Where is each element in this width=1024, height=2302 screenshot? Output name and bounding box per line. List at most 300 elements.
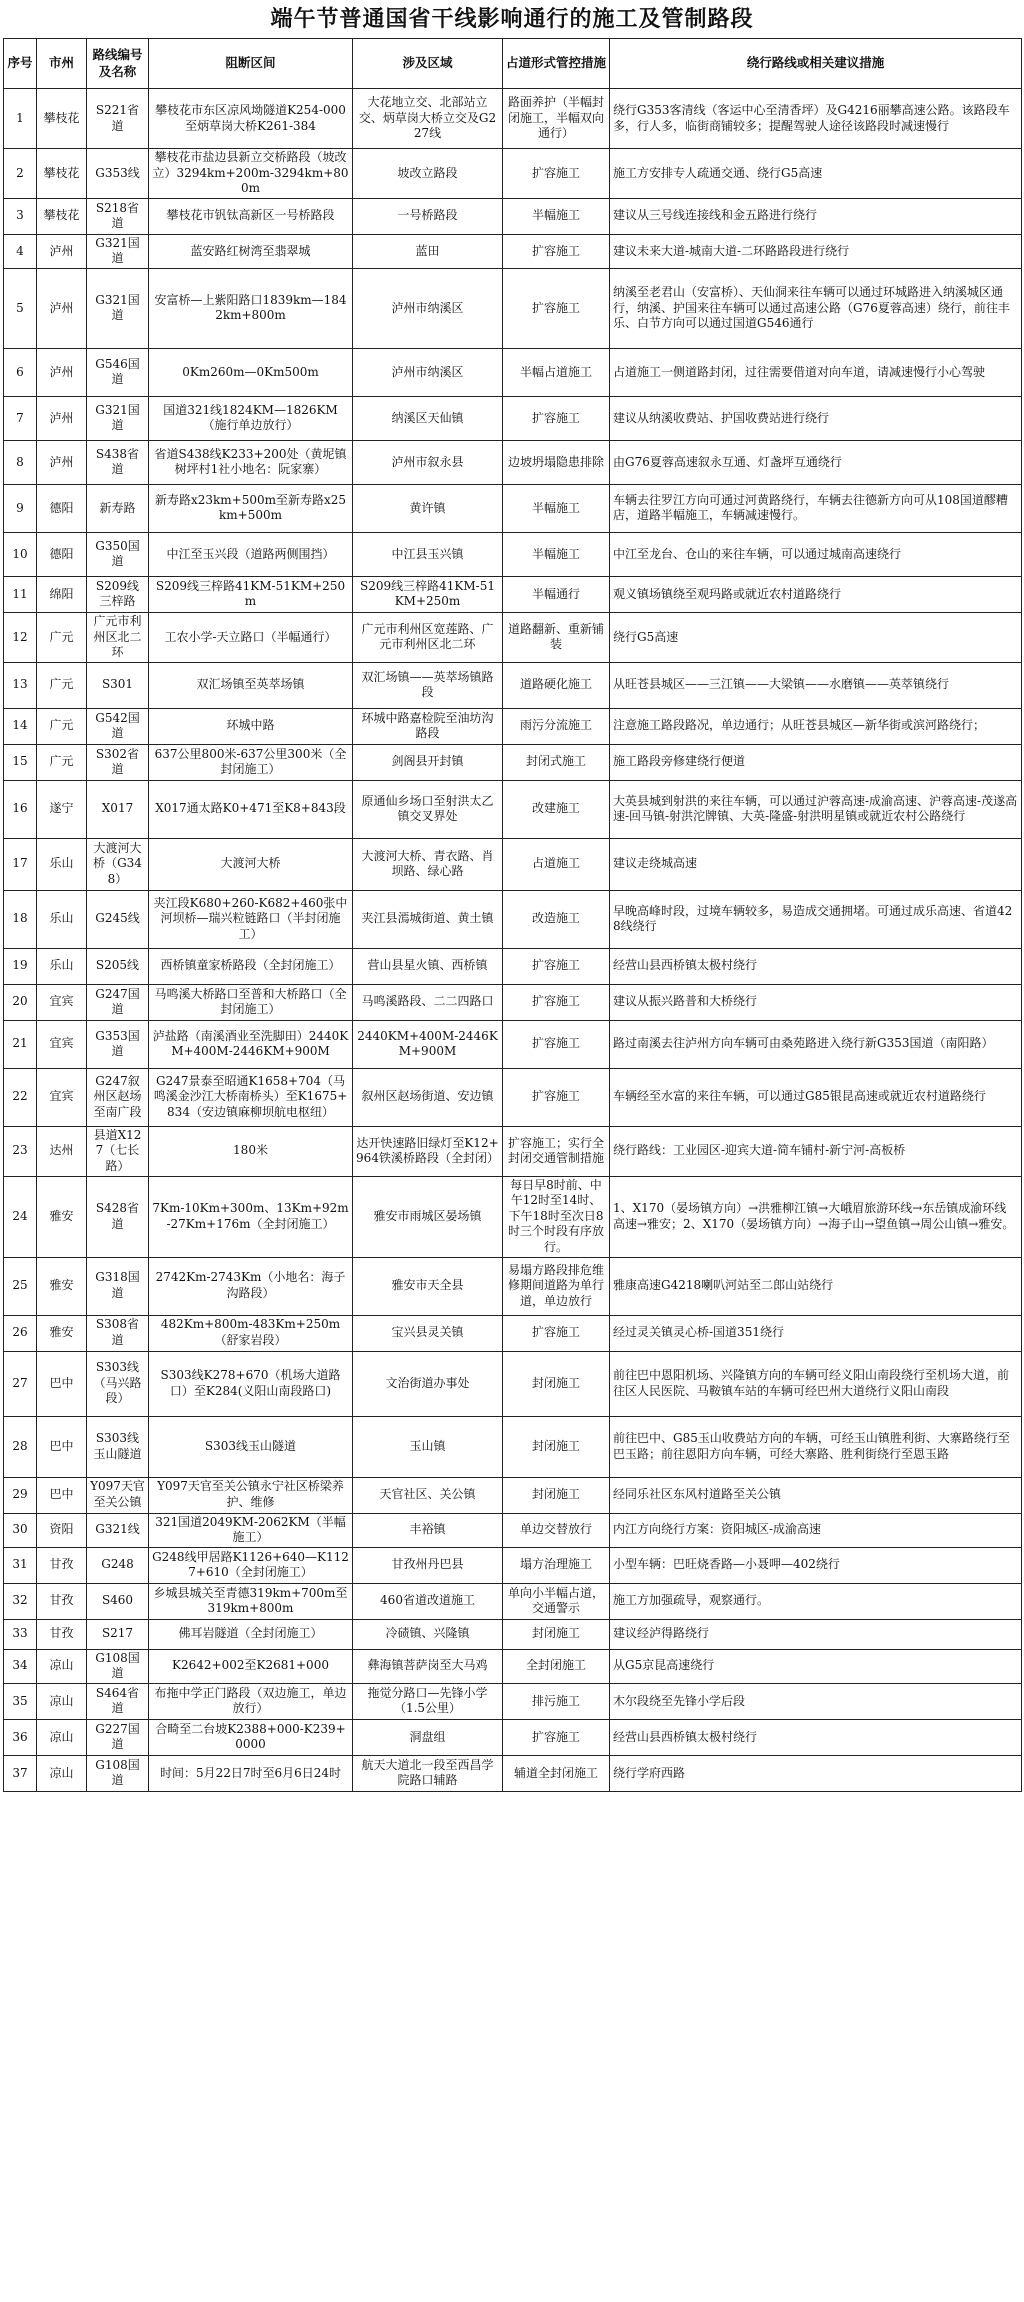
cell-col-index: 1 [4,89,37,149]
cell-col-area: 黄许镇 [353,484,503,532]
cell-col-control: 易塌方路段排危维修期间道路为单行道，单边放行 [503,1257,610,1315]
header-col-index: 序号 [4,39,37,89]
cell-col-index: 13 [4,662,37,708]
cell-col-area: 马鸣溪路段、二二四路口 [353,984,503,1020]
cell-col-area: 营山县星火镇、西桥镇 [353,948,503,984]
cell-col-detour: 建议从纳溪收费站、护国收费站进行绕行 [610,396,1022,440]
cell-col-area: 大渡河大桥、青衣路、肖坝路、绿心路 [353,838,503,890]
cell-col-area: 航天大道北一段至西昌学院路口辅路 [353,1755,503,1791]
page [3,0,1021,1792]
cell-col-area: 纳溪区天仙镇 [353,396,503,440]
cell-col-route: G318国道 [87,1257,149,1315]
cell-col-control: 单向小半幅占道，交通警示 [503,1583,610,1619]
cell-col-detour: 经营山县西桥镇太极村绕行 [610,1719,1022,1755]
cell-col-section: 7Km-10Km+300m、13Km+92m-27Km+176m（全封闭施工） [149,1176,353,1257]
cell-col-city: 雅安 [37,1257,87,1315]
cell-col-detour: 从G5京昆高速绕行 [610,1649,1022,1683]
table-row [4,1176,1022,1257]
cell-col-route: S308省道 [87,1315,149,1351]
table-row [4,89,1022,149]
cell-col-route: S205线 [87,948,149,984]
cell-col-control: 扩容施工 [503,1315,610,1351]
cell-col-route: G108国道 [87,1755,149,1791]
cell-col-section: 中江至玉兴段（道路两侧围挡） [149,532,353,576]
cell-col-area: 广元市利州区宽莲路、广元市利州区北二环 [353,612,503,662]
cell-col-detour: 建议走绕城高速 [610,838,1022,890]
table-row [4,396,1022,440]
table-row [4,1068,1022,1126]
cell-col-control: 封闭施工 [503,1477,610,1513]
cell-col-area: 环城中路嘉检院至油坊沟路段 [353,708,503,744]
cell-col-section: 国道321线1824KM—1826KM（施行单边放行） [149,396,353,440]
cell-col-city: 泸州 [37,348,87,396]
cell-col-detour: 木尔段绕至先锋小学后段 [610,1683,1022,1719]
cell-col-route: S438省道 [87,440,149,484]
cell-col-city: 甘孜 [37,1619,87,1649]
table-row [4,440,1022,484]
cell-col-route: G350国道 [87,532,149,576]
cell-col-area: 天官社区、关公镇 [353,1477,503,1513]
cell-col-index: 35 [4,1683,37,1719]
cell-col-city: 甘孜 [37,1583,87,1619]
cell-col-area: 雅安市天全县 [353,1257,503,1315]
cell-col-section: 夹江段K680+260-K682+460张中河坝桥—瑞兴粒链路口（半封闭施工） [149,890,353,948]
cell-col-index: 2 [4,149,37,199]
cell-col-control: 半幅施工 [503,532,610,576]
cell-col-control: 每日早8时前、中午12时至14时、下午18时至次日8时三个时段有序放行。 [503,1176,610,1257]
cell-col-control: 半幅占道施工 [503,348,610,396]
cell-col-city: 凉山 [37,1719,87,1755]
cell-col-index: 24 [4,1176,37,1257]
cell-col-route: G247国道 [87,984,149,1020]
cell-col-index: 26 [4,1315,37,1351]
cell-col-section: G247景泰至昭通K1658+704（马鸣溪金沙江大桥南桥头）至K1675+834（安边镇麻柳坝航电枢纽） [149,1068,353,1126]
cell-col-section: S303线K278+670（机场大道路口）至K284(义阳山南段路口) [149,1351,353,1416]
cell-col-control: 扩容施工 [503,268,610,348]
cell-col-route: Y097天官至关公镇 [87,1477,149,1513]
cell-col-control: 扩容施工 [503,984,610,1020]
cell-col-detour: 从旺苍县城区——三江镇——大梁镇——水磨镇——英萃镇绕行 [610,662,1022,708]
cell-col-city: 广元 [37,612,87,662]
cell-col-section: 321国道2049KM-2062KM（半幅施工） [149,1513,353,1547]
cell-col-control: 占道施工 [503,838,610,890]
header-col-city: 市州 [37,39,87,89]
cell-col-index: 25 [4,1257,37,1315]
cell-col-detour: 由G76夏蓉高速叙永互通、灯盏坪互通绕行 [610,440,1022,484]
cell-col-index: 11 [4,576,37,612]
cell-col-detour: 观义镇场镇绕至观玛路或就近农村道路绕行 [610,576,1022,612]
table-row [4,1477,1022,1513]
cell-col-city: 德阳 [37,532,87,576]
cell-col-section: 安富桥—上紫阳路口1839km—1842km+800m [149,268,353,348]
cell-col-city: 遂宁 [37,780,87,838]
cell-col-city: 巴中 [37,1416,87,1477]
cell-col-section: 工农小学-天立路口（半幅通行） [149,612,353,662]
cell-col-city: 达州 [37,1126,87,1176]
table-row [4,984,1022,1020]
cell-col-section: 180米 [149,1126,353,1176]
table-row [4,576,1022,612]
cell-col-index: 31 [4,1547,37,1583]
cell-col-city: 凉山 [37,1755,87,1791]
table-row [4,838,1022,890]
cell-col-route: G542国道 [87,708,149,744]
cell-col-section: S303线玉山隧道 [149,1416,353,1477]
cell-col-index: 4 [4,234,37,268]
cell-col-index: 5 [4,268,37,348]
cell-col-index: 12 [4,612,37,662]
cell-col-city: 雅安 [37,1176,87,1257]
cell-col-area: 剑阁县开封镇 [353,744,503,780]
cell-col-area: 玉山镇 [353,1416,503,1477]
table-row [4,1683,1022,1719]
header-col-route: 路线编号及名称 [87,39,149,89]
cell-col-area: 泸州市叙永县 [353,440,503,484]
cell-col-area: S209线三梓路41KM-51KM+250m [353,576,503,612]
cell-col-route: S460 [87,1583,149,1619]
cell-col-index: 32 [4,1583,37,1619]
cell-col-route: G353国道 [87,1020,149,1068]
cell-col-route: S303线玉山隧道 [87,1416,149,1477]
cell-col-route: S464省道 [87,1683,149,1719]
cell-col-city: 乐山 [37,890,87,948]
cell-col-area: 拖觉分路口—先锋小学（1.5公里） [353,1683,503,1719]
cell-col-control: 扩容施工 [503,1020,610,1068]
cell-col-route: S217 [87,1619,149,1649]
cell-col-route: 广元市利州区北二环 [87,612,149,662]
cell-col-index: 20 [4,984,37,1020]
cell-col-route: S303线（马兴路段） [87,1351,149,1416]
cell-col-route: G247叙州区赵场至南广段 [87,1068,149,1126]
table-row [4,1257,1022,1315]
cell-col-control: 改建施工 [503,780,610,838]
cell-col-city: 资阳 [37,1513,87,1547]
cell-col-control: 边坡坍塌隐患排除 [503,440,610,484]
cell-col-city: 巴中 [37,1477,87,1513]
cell-col-section: 新寿路x23km+500m至新寿路x25km+500m [149,484,353,532]
cell-col-detour: 施工方安排专人疏通交通、绕行G5高速 [610,149,1022,199]
cell-col-index: 34 [4,1649,37,1683]
cell-col-detour: 早晚高峰时段，过境车辆较多，易造成交通拥堵。可通过成乐高速、省道428线绕行 [610,890,1022,948]
cell-col-city: 宜宾 [37,984,87,1020]
cell-col-detour: 经同乐社区东风村道路至关公镇 [610,1477,1022,1513]
table-row [4,708,1022,744]
cell-col-route: G248 [87,1547,149,1583]
cell-col-detour: 纳溪至老君山（安富桥）、天仙洞来往车辆可以通过环城路进入纳溪城区通行，纳溪、护国来往车辆可以通过高速公路（G76夏蓉高速）绕行，前往丰乐、白节方向可以通过国道G546通行 [610,268,1022,348]
cell-col-area: 宝兴县灵关镇 [353,1315,503,1351]
cell-col-detour: 内江方向绕行方案：资阳城区-成渝高速 [610,1513,1022,1547]
cell-col-index: 29 [4,1477,37,1513]
cell-col-city: 攀枝花 [37,89,87,149]
cell-col-detour: 建议未来大道-城南大道-二环路路段进行绕行 [610,234,1022,268]
table-header-row [4,39,1022,89]
table-row [4,1547,1022,1583]
cell-col-control: 扩容施工 [503,1719,610,1755]
cell-col-detour: 注意施工路段路况，单边通行；从旺苍县城区—新华街或滨河路绕行； [610,708,1022,744]
header-col-control: 占道形式管控措施 [503,39,610,89]
table-row [4,484,1022,532]
cell-col-route: G546国道 [87,348,149,396]
cell-col-detour: 前往巴中、G85玉山收费站方向的车辆，可经玉山镇胜利街、大寨路绕行至巴玉路；前往恩阳方向车辆，可经大寨路、胜利街绕行至恩玉路 [610,1416,1022,1477]
cell-col-control: 路面养护（半幅封闭施工，半幅双向通行） [503,89,610,149]
cell-col-control: 道路硬化施工 [503,662,610,708]
cell-col-detour: 中江至龙台、仓山的来往车辆，可以通过城南高速绕行 [610,532,1022,576]
cell-col-control: 封闭施工 [503,1619,610,1649]
cell-col-route: S428省道 [87,1176,149,1257]
cell-col-section: S209线三梓路41KM-51KM+250m [149,576,353,612]
cell-col-city: 巴中 [37,1351,87,1416]
cell-col-section: 布拖中学正门路段（双边施工，单边放行） [149,1683,353,1719]
cell-col-route: G108国道 [87,1649,149,1683]
table-row [4,744,1022,780]
cell-col-section: 2742Km-2743Km（小地名：海子沟路段） [149,1257,353,1315]
cell-col-section: 乡城县城关至青德319km+700m至319km+800m [149,1583,353,1619]
cell-col-index: 6 [4,348,37,396]
table-row [4,780,1022,838]
cell-col-route: G321线 [87,1513,149,1547]
cell-col-city: 德阳 [37,484,87,532]
cell-col-area: 460省道改道施工 [353,1583,503,1619]
table-row [4,1351,1022,1416]
cell-col-control: 辅道全封闭施工 [503,1755,610,1791]
cell-col-control: 半幅通行 [503,576,610,612]
cell-col-route: S302省道 [87,744,149,780]
cell-col-detour: 施工路段旁修建绕行便道 [610,744,1022,780]
cell-col-detour: 小型车辆：巴旺烧香路—小聂呷—402绕行 [610,1547,1022,1583]
cell-col-area: 达开快速路旧绿灯至K12+964铁溪桥路段（全封闭） [353,1126,503,1176]
cell-col-control: 扩容施工 [503,948,610,984]
cell-col-city: 广元 [37,744,87,780]
cell-col-area: 叙州区赵场街道、安边镇 [353,1068,503,1126]
cell-col-city: 泸州 [37,268,87,348]
cell-col-city: 甘孜 [37,1547,87,1583]
cell-col-control: 单边交替放行 [503,1513,610,1547]
cell-col-area: 洞盘组 [353,1719,503,1755]
cell-col-route: S209线三梓路 [87,576,149,612]
cell-col-control: 塌方治理施工 [503,1547,610,1583]
cell-col-index: 30 [4,1513,37,1547]
cell-col-section: 0Km260m—0Km500m [149,348,353,396]
table-row [4,1126,1022,1176]
cell-col-area: 泸州市纳溪区 [353,268,503,348]
cell-col-section: 双汇场镇至英萃场镇 [149,662,353,708]
cell-col-control: 半幅施工 [503,484,610,532]
cell-col-section: 省道S438线K233+200处（黄坭镇树坪村1社小地名：阮家寨） [149,440,353,484]
cell-col-detour: 经营山县西桥镇太极村绕行 [610,948,1022,984]
cell-col-city: 雅安 [37,1315,87,1351]
table-row [4,1513,1022,1547]
cell-col-index: 23 [4,1126,37,1176]
cell-col-route: G321国道 [87,268,149,348]
table-row [4,532,1022,576]
cell-col-area: 原通仙乡场口至射洪太乙镇交叉界处 [353,780,503,838]
cell-col-area: 蓝田 [353,234,503,268]
cell-col-detour: 绕行路线：工业园区-迎宾大道-简车铺村-新宁河-高板桥 [610,1126,1022,1176]
table-row [4,1020,1022,1068]
cell-col-area: 冷碛镇、兴隆镇 [353,1619,503,1649]
cell-col-section: 637公里800米-637公里300米（全封闭施工） [149,744,353,780]
cell-col-section: X017通太路K0+471至K8+843段 [149,780,353,838]
cell-col-index: 10 [4,532,37,576]
cell-col-section: 蓝安路红树湾至翡翠城 [149,234,353,268]
cell-col-detour: 大英县城到射洪的来往车辆，可以通过沪蓉高速-成渝高速、沪蓉高速-茂遂高速-回马镇-射洪沱牌镇、大英-隆盛-射洪明星镇或就近农村公路绕行 [610,780,1022,838]
cell-col-control: 全封闭施工 [503,1649,610,1683]
cell-col-city: 乐山 [37,838,87,890]
cell-col-section: 482Km+800m-483Km+250m（舒家岩段） [149,1315,353,1351]
cell-col-control: 道路翻新、重新铺装 [503,612,610,662]
cell-col-detour: 雅康高速G4218喇叭河站至二郎山站绕行 [610,1257,1022,1315]
cell-col-detour: 绕行G353客清线（客运中心至清香坪）及G4216丽攀高速公路。该路段车多，行人多，临街商铺较多；提醒驾驶人途径该路段时减速慢行 [610,89,1022,149]
cell-col-index: 27 [4,1351,37,1416]
cell-col-detour: 建议从三号线连接线和金五路进行绕行 [610,198,1022,234]
table-row [4,234,1022,268]
cell-col-index: 3 [4,198,37,234]
table-row [4,1755,1022,1791]
cell-col-route: S218省道 [87,198,149,234]
cell-col-index: 16 [4,780,37,838]
cell-col-index: 17 [4,838,37,890]
cell-col-detour: 车辆去往罗江方向可通过河黄路绕行，车辆去往德新方向可从108国道醪糟店，道路半幅施工，车辆减速慢行。 [610,484,1022,532]
table-row [4,948,1022,984]
table-row [4,890,1022,948]
cell-col-route: 新寿路 [87,484,149,532]
cell-col-city: 乐山 [37,948,87,984]
construction-table [3,38,1022,1792]
cell-col-control: 改造施工 [503,890,610,948]
cell-col-city: 凉山 [37,1683,87,1719]
cell-col-detour: 车辆经至水富的来往车辆，可以通过G85银昆高速或就近农村道路绕行 [610,1068,1022,1126]
table-row [4,1583,1022,1619]
cell-col-section: Y097天官至关公镇永宁社区桥梁养护、维修 [149,1477,353,1513]
cell-col-section: 大渡河大桥 [149,838,353,890]
cell-col-control: 扩容施工 [503,149,610,199]
cell-col-index: 37 [4,1755,37,1791]
cell-col-area: 丰裕镇 [353,1513,503,1547]
cell-col-index: 14 [4,708,37,744]
cell-col-section: 泸盐路（南溪酒业至洗脚田）2440KM+400M-2446KM+900M [149,1020,353,1068]
cell-col-detour: 绕行学府西路 [610,1755,1022,1791]
cell-col-control: 封闭式施工 [503,744,610,780]
cell-col-detour: 经过灵关镇灵心桥-国道351绕行 [610,1315,1022,1351]
cell-col-city: 泸州 [37,234,87,268]
cell-col-control: 扩容施工 [503,1068,610,1126]
cell-col-area: 彝海镇菩萨岗至大马鸡 [353,1649,503,1683]
cell-col-control: 封闭施工 [503,1351,610,1416]
cell-col-city: 攀枝花 [37,198,87,234]
table-row [4,1719,1022,1755]
cell-col-route: G353线 [87,149,149,199]
cell-col-section: 西桥镇童家桥路段（全封闭施工） [149,948,353,984]
cell-col-section: 合畸至二台坡K2388+000-K239+0000 [149,1719,353,1755]
cell-col-detour: 绕行G5高速 [610,612,1022,662]
cell-col-city: 广元 [37,708,87,744]
cell-col-index: 36 [4,1719,37,1755]
cell-col-route: G227国道 [87,1719,149,1755]
cell-col-section: G248线甲居路K1126+640—K1127+610（全封闭施工） [149,1547,353,1583]
cell-col-city: 攀枝花 [37,149,87,199]
cell-col-route: 县道X127（七长路） [87,1126,149,1176]
cell-col-section: 攀枝花市盐边县新立交桥路段（坡改立）3294km+200m-3294km+800m [149,149,353,199]
cell-col-route: G245线 [87,890,149,948]
cell-col-control: 扩容施工；实行全封闭交通管制措施 [503,1126,610,1176]
cell-col-route: X017 [87,780,149,838]
header-col-detour: 绕行路线或相关建议措施 [610,39,1022,89]
cell-col-control: 扩容施工 [503,234,610,268]
cell-col-section: K2642+002至K2681+000 [149,1649,353,1683]
table-row [4,1416,1022,1477]
cell-col-city: 泸州 [37,440,87,484]
cell-col-index: 9 [4,484,37,532]
cell-col-city: 泸州 [37,396,87,440]
table-row [4,1649,1022,1683]
cell-col-section: 环城中路 [149,708,353,744]
cell-col-city: 凉山 [37,1649,87,1683]
page-title: 端午节普通国省干线影响通行的施工及管制路段 [270,6,754,32]
table-row [4,268,1022,348]
cell-col-index: 28 [4,1416,37,1477]
header-col-area: 涉及区域 [353,39,503,89]
cell-col-detour: 施工方加强疏导，观察通行。 [610,1583,1022,1619]
cell-col-detour: 建议从振兴路普和大桥绕行 [610,984,1022,1020]
cell-col-control: 半幅施工 [503,198,610,234]
cell-col-area: 大花地立交、北部站立交、炳草岗大桥立交及G227线 [353,89,503,149]
cell-col-index: 15 [4,744,37,780]
table-row [4,348,1022,396]
cell-col-detour: 路过南溪去往泸州方向车辆可由桑苑路进入绕行新G353国道（南阳路） [610,1020,1022,1068]
cell-col-index: 7 [4,396,37,440]
cell-col-index: 8 [4,440,37,484]
cell-col-control: 排污施工 [503,1683,610,1719]
cell-col-control: 雨污分流施工 [503,708,610,744]
cell-col-section: 攀枝花市东区凉风坳隧道K254-000至炳草岗大桥K261-384 [149,89,353,149]
cell-col-index: 18 [4,890,37,948]
cell-col-route: G321国道 [87,396,149,440]
cell-col-section: 攀枝花市钒钛高新区一号桥路段 [149,198,353,234]
cell-col-area: 甘孜州丹巴县 [353,1547,503,1583]
cell-col-area: 坡改立路段 [353,149,503,199]
cell-col-area: 泸州市纳溪区 [353,348,503,396]
cell-col-area: 双汇场镇——英萃场镇路段 [353,662,503,708]
cell-col-route: S221省道 [87,89,149,149]
table-row [4,1315,1022,1351]
table-row [4,662,1022,708]
cell-col-area: 中江县玉兴镇 [353,532,503,576]
cell-col-section: 时间：5月22日7时至6月6日24时 [149,1755,353,1791]
cell-col-detour: 前往巴中恩阳机场、兴隆镇方向的车辆可经义阳山南段绕行至机场大道，前往区人民医院、马鞍镇车站的车辆可经巴州大道绕行义阳山南段 [610,1351,1022,1416]
table-row [4,149,1022,199]
cell-col-detour: 建议经泸得路绕行 [610,1619,1022,1649]
cell-col-route: S301 [87,662,149,708]
table-row [4,612,1022,662]
cell-col-area: 雅安市雨城区晏场镇 [353,1176,503,1257]
cell-col-area: 2440KM+400M-2446KM+900M [353,1020,503,1068]
cell-col-city: 绵阳 [37,576,87,612]
cell-col-section: 佛耳岩隧道（全封闭施工） [149,1619,353,1649]
cell-col-index: 19 [4,948,37,984]
header-col-section: 阻断区间 [149,39,353,89]
cell-col-city: 宜宾 [37,1020,87,1068]
cell-col-control: 扩容施工 [503,396,610,440]
cell-col-route: 大渡河大桥（G348） [87,838,149,890]
cell-col-route: G321国道 [87,234,149,268]
table-row [4,1619,1022,1649]
cell-col-detour: 1、X170（晏场镇方向）→洪雅柳江镇→大峨眉旅游环线→东岳镇成渝环线高速→雅安；2、X170（晏场镇方向）→海子山→望鱼镇→周公山镇→雅安。 [610,1176,1022,1257]
table-body [4,89,1022,1792]
cell-col-index: 22 [4,1068,37,1126]
cell-col-city: 广元 [37,662,87,708]
cell-col-control: 封闭施工 [503,1416,610,1477]
cell-col-index: 33 [4,1619,37,1649]
